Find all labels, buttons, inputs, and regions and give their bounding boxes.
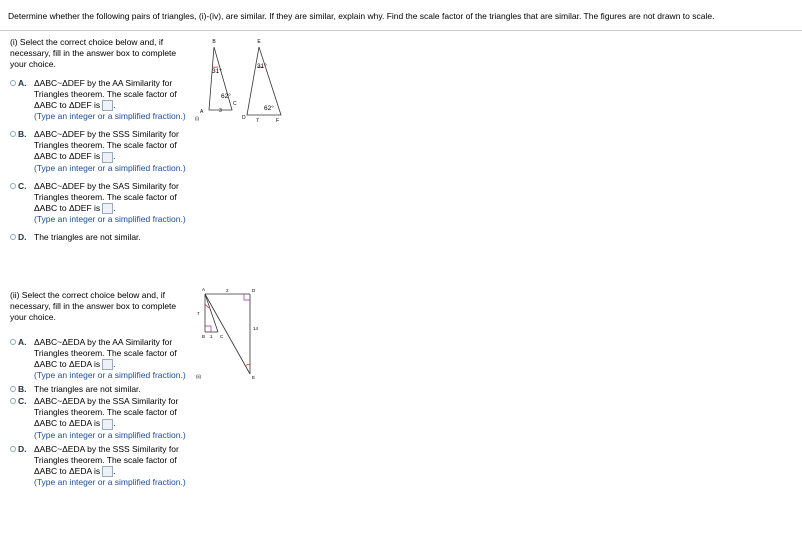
angle-e: 31° xyxy=(257,63,267,70)
option-hint: (Type an integer or a simplified fraction.) xyxy=(34,476,186,487)
option-hint: (Type an integer or a simplified fraction.) xyxy=(34,370,186,381)
radio-icon[interactable] xyxy=(10,183,16,189)
divider xyxy=(0,30,802,31)
figure-label-ii: (ii) xyxy=(196,374,201,379)
answer-box[interactable] xyxy=(102,419,113,430)
angle-f: 62° xyxy=(264,105,274,112)
option-text: ΔABC~ΔDEF by the SSS Similarity for Triangles theorem. The scale factor of ΔABC to ΔDEF is xyxy=(34,129,179,162)
part-ii-option-d[interactable]: D. ΔABC~ΔEDA by the SSS Similarity for Triangles theorem. The scale factor of ΔABC to ΔEDA is . (Type an integer or a simplified fraction.) xyxy=(10,444,195,488)
answer-box[interactable] xyxy=(102,100,113,111)
option-letter: C. xyxy=(18,180,27,191)
vertex-e: E xyxy=(252,375,256,380)
side-ac: 3 xyxy=(219,108,222,114)
option-letter: D. xyxy=(18,443,27,454)
part-ii xyxy=(10,290,195,488)
answer-box[interactable] xyxy=(102,359,113,370)
vertex-d: D xyxy=(242,115,246,121)
vertex-a: A xyxy=(202,287,206,292)
part-i-prompt: (i) Select the correct choice below and, if necessary, fill in the answer box to complete your choice. xyxy=(10,37,177,69)
option-hint: (Type an integer or a simplified fraction.) xyxy=(34,213,186,224)
option-text: ΔABC~ΔEDA by the SSA Similarity for Triangles theorem. The scale factor of ΔABC to ΔEDA is xyxy=(34,396,179,429)
radio-icon[interactable] xyxy=(10,398,16,404)
radio-icon[interactable] xyxy=(10,80,16,86)
part-ii-option-b[interactable] xyxy=(10,384,195,395)
vertex-c: C xyxy=(220,334,224,339)
vertex-d: D xyxy=(252,288,256,293)
side-ad: 2 xyxy=(226,288,229,293)
option-text: ΔABC~ΔEDA by the SSS Similarity for Triangles theorem. The scale factor of ΔABC to ΔEDA is xyxy=(34,443,179,476)
option-hint: (Type an integer or a simplified fraction.) xyxy=(34,111,186,122)
part-i-option-b[interactable]: B. ΔABC~ΔDEF by the SSS Similarity for Triangles theorem. The scale factor of ΔABC to ΔDEF is . (Type an integer or a simplified fraction.) xyxy=(10,129,195,173)
part-i-option-c[interactable]: C. ΔABC~ΔDEF by the SAS Similarity for Triangles theorem. The scale factor of ΔABC to ΔDEF is . (Type an integer or a simplified fraction.) xyxy=(10,181,195,225)
instructions: Determine whether the following pairs of triangles, (i)-(iv), are similar. If they are similar, explain why. Find the scale factor of the triangles that are similar. The figures are not drawn to scale. xyxy=(8,11,715,21)
answer-box[interactable] xyxy=(102,152,113,163)
side-bc: 1 xyxy=(210,334,213,339)
part-ii-option-a[interactable]: A. ΔABC~ΔEDA by the AA Similarity for Triangles theorem. The scale factor of ΔABC to ΔEDA is . (Type an integer or a simplified fraction.) xyxy=(10,337,195,381)
figure-label-i: (i) xyxy=(195,116,199,121)
part-i xyxy=(10,37,195,243)
angle-b: 31° xyxy=(212,68,222,75)
triangle-figure-ii xyxy=(190,282,270,387)
radio-icon[interactable] xyxy=(10,234,16,240)
option-letter: A. xyxy=(18,78,27,88)
option-letter: B. xyxy=(18,384,27,395)
option-letter: A. xyxy=(18,337,27,347)
option-text: The triangles are not similar. xyxy=(34,231,141,242)
side-de: 14 xyxy=(253,326,259,331)
part-ii-prompt: (ii) Select the correct choice below and, if necessary, fill in the answer box to complete your choice. xyxy=(10,290,177,322)
radio-icon[interactable] xyxy=(10,339,16,345)
part-ii-option-c[interactable]: C. ΔABC~ΔEDA by the SSA Similarity for Triangles theorem. The scale factor of ΔABC to ΔEDA is . (Type an integer or a simplified fraction.) xyxy=(10,396,195,440)
option-text: ΔABC~ΔDEF by the SAS Similarity for Triangles theorem. The scale factor of ΔABC to ΔDEF is xyxy=(34,180,179,213)
option-hint: (Type an integer or a simplified fraction.) xyxy=(34,429,186,440)
answer-box[interactable] xyxy=(102,203,113,214)
option-text: The triangles are not similar. xyxy=(34,384,141,395)
part-i-option-a[interactable]: A. ΔABC~ΔDEF by the AA Similarity for Triangles theorem. The scale factor of ΔABC to ΔDEF is . (Type an integer or a simplified fraction.) xyxy=(10,78,195,122)
vertex-f: F xyxy=(276,118,280,124)
radio-icon[interactable] xyxy=(10,446,16,452)
vertex-b: B xyxy=(202,334,206,339)
angle-c: 62° xyxy=(221,93,231,100)
option-letter: B. xyxy=(18,129,27,140)
vertex-a: A xyxy=(200,109,204,115)
part-i-option-d[interactable] xyxy=(10,232,195,243)
option-letter: C. xyxy=(18,396,27,407)
side-ab: 7 xyxy=(197,311,200,316)
radio-icon[interactable] xyxy=(10,131,16,137)
vertex-e: E xyxy=(257,39,261,45)
vertex-b: B xyxy=(212,39,216,45)
triangle-figure-i xyxy=(190,33,300,128)
option-hint: (Type an integer or a simplified fraction.) xyxy=(34,162,186,173)
side-df: 7 xyxy=(256,118,259,124)
radio-icon[interactable] xyxy=(10,386,16,392)
option-letter: D. xyxy=(18,231,27,242)
answer-box[interactable] xyxy=(102,466,113,477)
option-text: ΔABC~ΔEDA by the AA Similarity for Triangles theorem. The scale factor of ΔABC to ΔEDA is xyxy=(34,337,177,369)
vertex-c: C xyxy=(233,101,237,107)
option-text: ΔABC~ΔDEF by the AA Similarity for Triangles theorem. The scale factor of ΔABC to ΔDEF is xyxy=(34,78,177,110)
